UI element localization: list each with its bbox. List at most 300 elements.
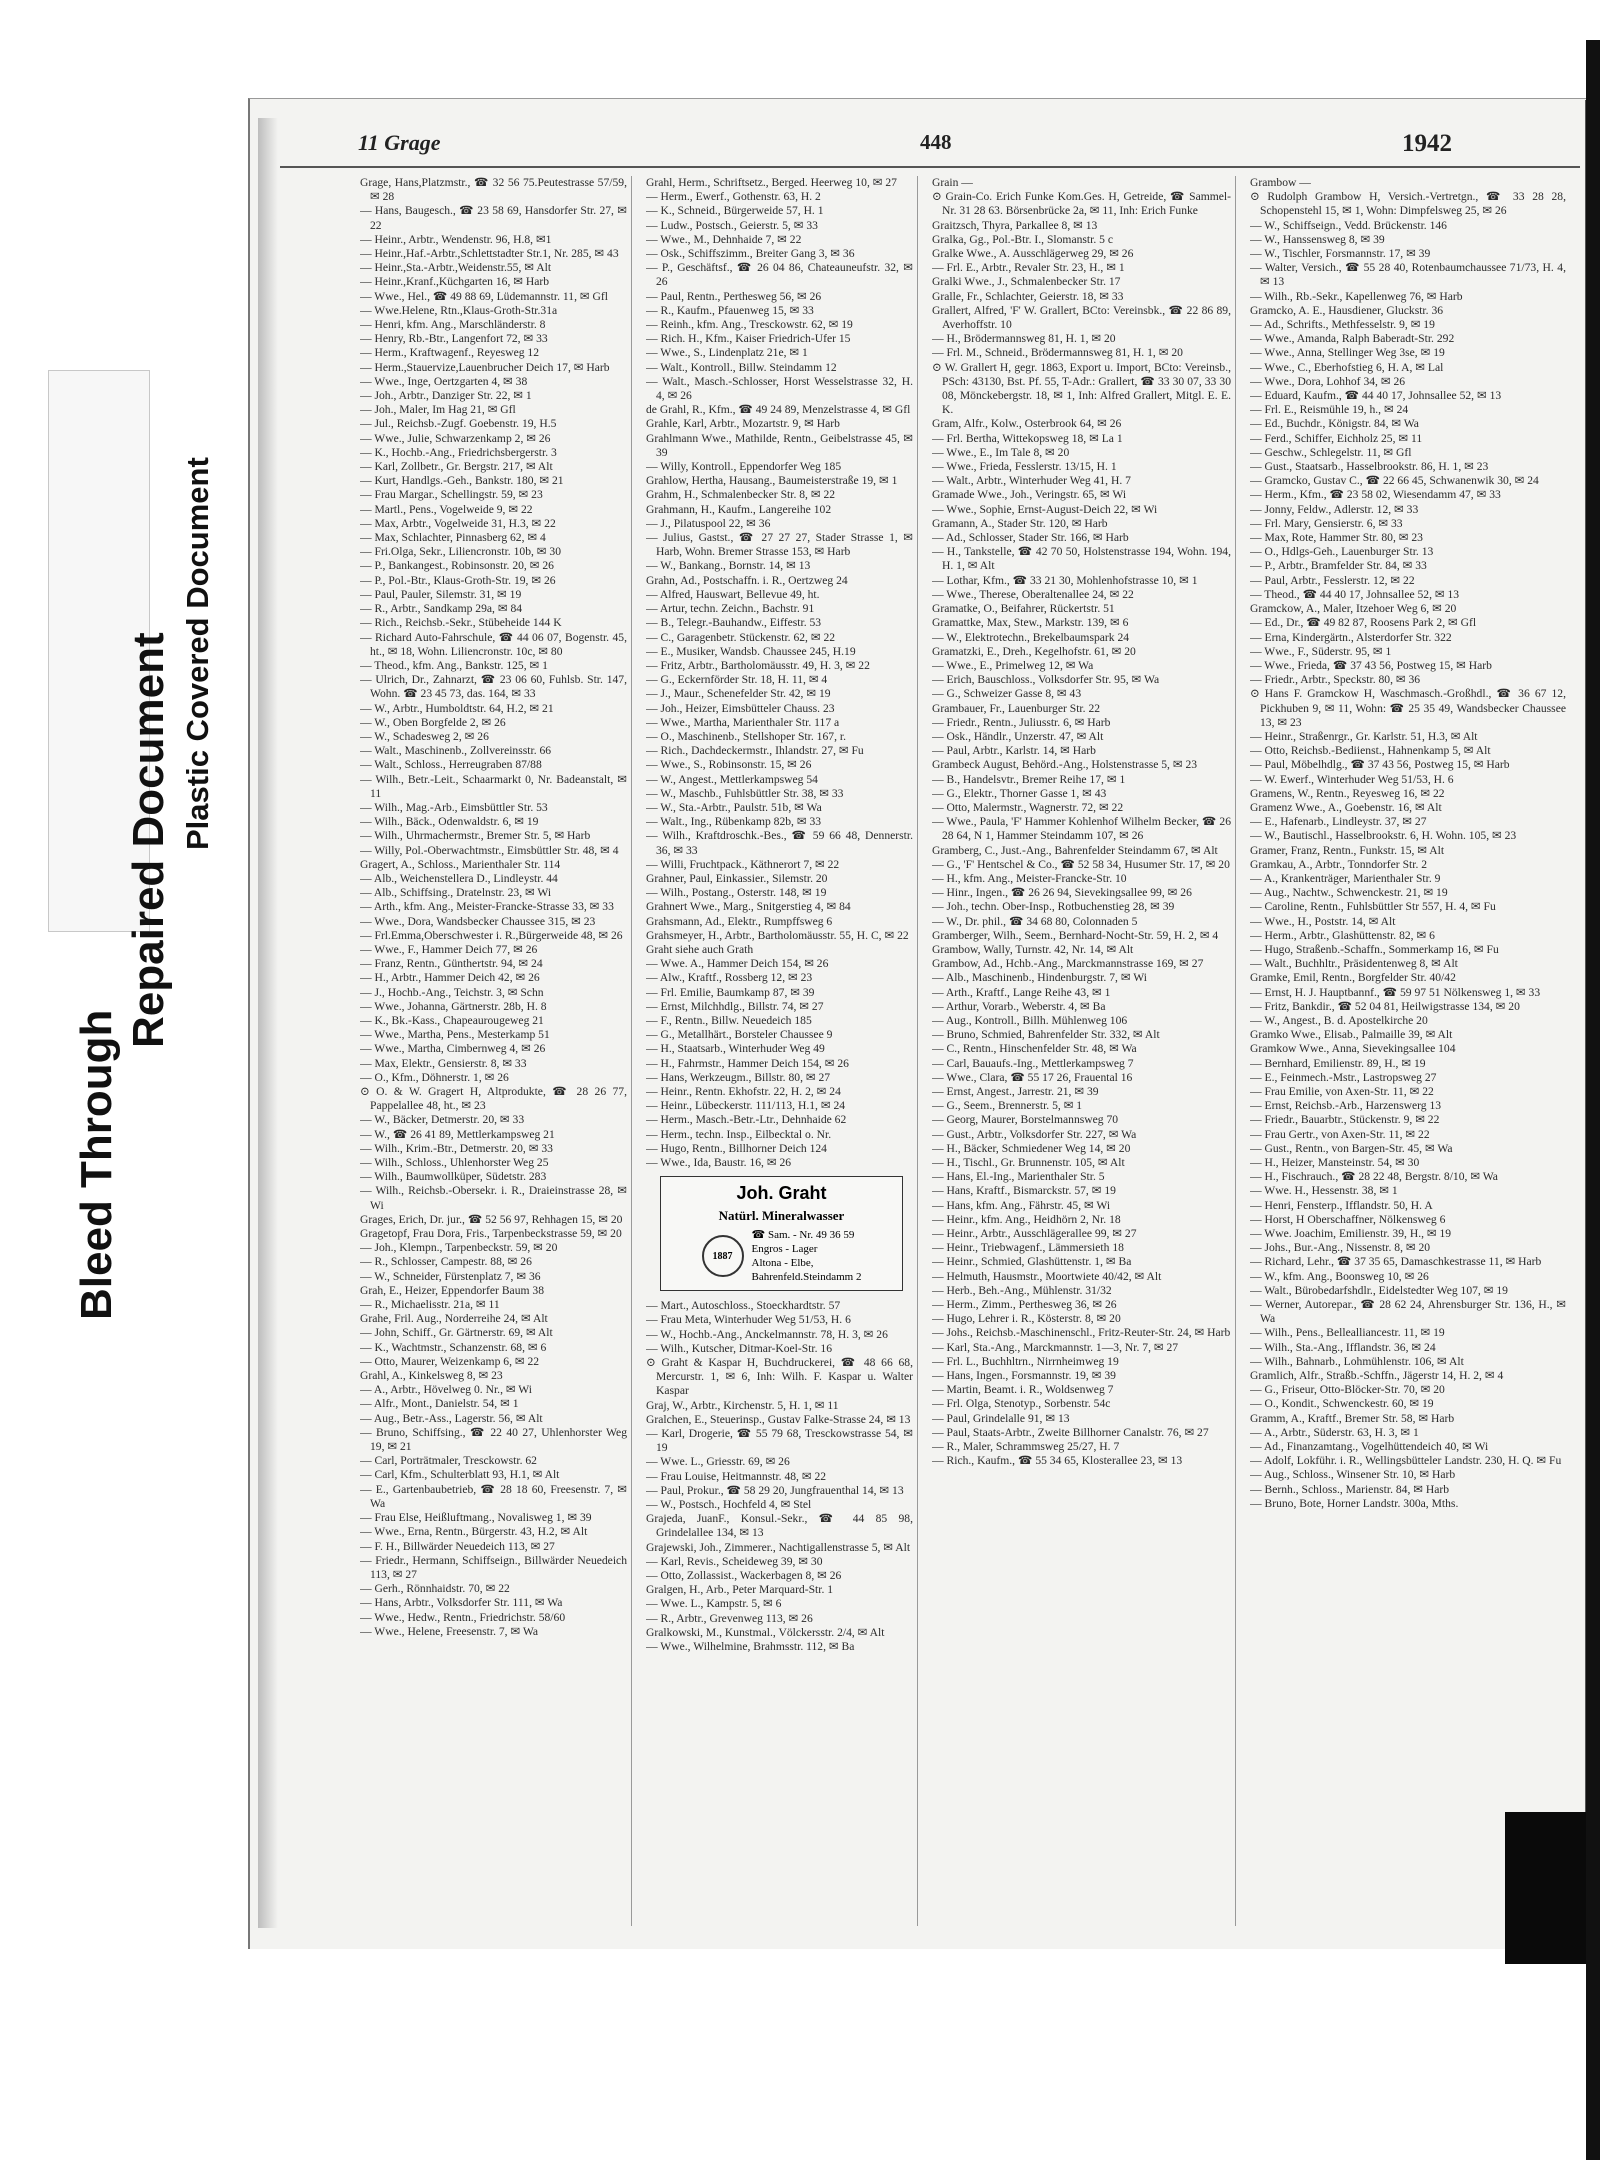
plastic-covered-text: Plastic Covered Document — [180, 457, 215, 850]
sheet-edge-shadow — [258, 118, 278, 1928]
directory-entry: — Kurt, Handlgs.-Geh., Bankstr. 180, ✉ 21 — [360, 474, 564, 488]
directory-entry: — Eduard, Kaufm., ☎ 44 40 17, Johnsallee 52, ✉ 13 — [1250, 389, 1502, 403]
directory-entry: — Wilh., Bahnarb., Lohmühlenstr. 106, ✉ Alt — [1250, 1354, 1464, 1368]
directory-entry: — Frau Louise, Heitmannstr. 48, ✉ 22 — [646, 1469, 827, 1483]
directory-entry: — J., Maur., Schenefelder Str. 42, ✉ 19 — [646, 687, 831, 701]
directory-entry: — A., Arbtr., Hövelweg 0. Nr., ✉ Wi — [360, 1383, 532, 1397]
directory-entry: Gramann, A., Stader Str. 120, ✉ Harb — [932, 516, 1108, 530]
directory-entry: — Bruno, Schmied, Bahrenfelder Str. 332, ✉ Alt — [932, 1028, 1160, 1042]
directory-year: 1942 — [1402, 130, 1452, 157]
directory-entry: — H., Bäcker, Schmiedener Weg 14, ✉ 20 — [932, 1141, 1131, 1155]
directory-entry: — Wwe., Wilhelmine, Brahmsstr. 112, ✉ Ba — [646, 1640, 855, 1654]
directory-entry: — Arthur, Vorarb., Weberstr. 4, ✉ Ba — [932, 999, 1106, 1013]
directory-entry: — Joh., Maler, Im Hag 21, ✉ Gfl — [360, 403, 516, 417]
directory-entry: ⊙ Graht & Kaspar H, Buchdruckerei, ☎ 48 66 68, Mercurstr. 1, ✉ 6, Inh: Wilh. F. Kaspar u. Walter Kaspar — [646, 1356, 913, 1398]
directory-entry: — Bernhard, Emilienstr. 89, H., ✉ 19 — [1250, 1056, 1426, 1070]
directory-entry: — O., Hdlgs-Geh., Lauenburger Str. 13 — [1250, 545, 1434, 559]
directory-entry: — Wwe., C., Eberhofstieg 6, H. A, ✉ Lal — [1250, 360, 1444, 374]
directory-entry: — Wwe., Julie, Schwarzenkamp 2, ✉ 26 — [360, 431, 551, 445]
directory-entry: — Paul, Pauler, Silemstr. 31, ✉ 19 — [360, 587, 522, 601]
directory-entry: — W., Dr. phil., ☎ 34 68 80, Colonnaden 5 — [932, 914, 1138, 928]
directory-entry: — W., Elektrotechn., Brekelbaumspark 24 — [932, 630, 1130, 644]
directory-entry: — Arth., Kraftf., Lange Reihe 43, ✉ 1 — [932, 985, 1111, 999]
directory-entry: — W., Bäcker, Detmerstr. 20, ✉ 33 — [360, 1113, 525, 1127]
directory-entry: Grahsmeyer, H., Arbtr., Bartholomäusstr. 55, H. C, ✉ 22 — [646, 928, 909, 942]
directory-entry: — Ernst, Angest., Jarrestr. 21, ✉ 39 — [932, 1085, 1099, 1098]
directory-entry: Grahmann, H., Kaufm., Langereihe 102 — [646, 502, 832, 516]
directory-entry: — H., Staatsarb., Winterhuder Weg 49 — [646, 1042, 825, 1056]
directory-entry: — Wwe., Amanda, Ralph Baberadt-Str. 292 — [1250, 332, 1455, 346]
directory-entry: — E., Feinmech.-Mstr., Lastropsweg 27 — [1250, 1070, 1437, 1084]
directory-entry: — Richard, Lehr., ☎ 37 35 65, Damaschkestrasse 11, ✉ Harb — [1250, 1255, 1542, 1269]
directory-entry: Gragetopf, Frau Dora, Fris., Tarpenbeckstrasse 59, ✉ 20 — [360, 1227, 622, 1241]
directory-entry: — E., Musiker, Wandsb. Chaussee 245, H.19 — [646, 644, 856, 658]
directory-entry: — Wwe., M., Dehnhaide 7, ✉ 22 — [646, 232, 802, 246]
directory-entry: — Joh., techn. Ober-Insp., Rotbuchenstieg 28, ✉ 39 — [932, 900, 1175, 914]
directory-entry: — W., Schneider, Fürstenplatz 7, ✉ 36 — [360, 1269, 541, 1283]
directory-entry: Grahm, H., Schmalenbecker Str. 8, ✉ 22 — [646, 488, 836, 502]
directory-entry: — Carl, Bauaufs.-Ing., Mettlerkampsweg 7 — [932, 1056, 1134, 1070]
directory-entry: — Martin, Beamt. i. R., Woldsenweg 7 — [932, 1383, 1114, 1397]
directory-entry: — Hans, Ingen., Forsmannstr. 19, ✉ 39 — [932, 1369, 1116, 1383]
directory-entry: — R., Arbtr., Grevenweg 113, ✉ 26 — [646, 1611, 813, 1625]
directory-entry: — Wwe., Martha, Pens., Mesterkamp 51 — [360, 1028, 550, 1042]
directory-entry: — Theod., kfm. Ang., Bankstr. 125, ✉ 1 — [360, 658, 548, 672]
directory-entry: — Alb., Maschinenb., Hindenburgstr. 7, ✉ Wi — [932, 971, 1147, 985]
directory-entry: — Paul, Möbelhdlg., ☎ 37 43 56, Postweg 15, ✉ Harb — [1250, 758, 1510, 772]
directory-entry: — Gerh., Rönnhaidstr. 70, ✉ 22 — [360, 1582, 510, 1596]
directory-entry: — Friedr., Arbtr., Speckstr. 80, ✉ 36 — [1250, 673, 1421, 687]
directory-entry: — Friedr., Hermann, Schiffseign., Billwärder Neuedeich 113, ✉ 27 — [360, 1553, 627, 1581]
directory-entry: — Ad., Schrifts., Methfesselstr. 9, ✉ 19 — [1250, 318, 1435, 332]
directory-entry: — Gramcko, Gustav C., ☎ 22 66 45, Schwanenwik 30, ✉ 24 — [1250, 474, 1539, 488]
directory-entry: Grahlow, Hertha, Hausang., Baumeisterstraße 19, ✉ 1 — [646, 474, 898, 488]
directory-entry: — Werner, Autorepar., ☎ 28 62 24, Ahrensburger Str. 136, H., ✉ Wa — [1250, 1298, 1566, 1326]
directory-entry: — Wwe., Clara, ☎ 55 17 26, Frauental 16 — [932, 1070, 1133, 1084]
directory-entry: — W., Schiffseign., Vedd. Brückenstr. 146 — [1250, 218, 1447, 232]
directory-entry: — Otto, Zollassist., Wackerbagen 8, ✉ 26 — [646, 1569, 842, 1583]
directory-entry: — C., Garagenbetr. Stückenstr. 62, ✉ 22 — [646, 630, 836, 644]
directory-entry: — Fritz, Arbtr., Bartholomäusstr. 49, H. 3, ✉ 22 — [646, 658, 870, 672]
directory-entry: — H., Fahrmstr., Hammer Deich 154, ✉ 26 — [646, 1056, 849, 1070]
directory-entry: — Paul, Arbtr., Karlstr. 14, ✉ Harb — [932, 744, 1096, 758]
directory-entry: — Ed., Dr., ☎ 49 82 87, Roosens Park 2, ✉ Gfl — [1250, 616, 1477, 630]
directory-entry: — Walt., Ing., Rübenkamp 82b, ✉ 33 — [646, 815, 822, 829]
directory-entry: — Wwe. A., Hammer Deich 154, ✉ 26 — [646, 957, 829, 971]
ad-subtitle: Natürl. Mineralwasser — [718, 1208, 845, 1224]
directory-entry: — Herm., techn. Insp., Eilbecktal o. Nr. — [646, 1127, 832, 1141]
directory-entry: — Frl. Mary, Gensierstr. 6, ✉ 33 — [1250, 516, 1403, 530]
directory-entry: Grahl, Herm., Schriftsetz., Berged. Heerweg 10, ✉ 27 — [646, 176, 897, 189]
directory-entry: — Herb., Beh.-Ang., Mühlenstr. 31/32 — [932, 1283, 1112, 1297]
directory-entry: — Frl.Emma,Oberschwester i. R.,Bürgerweide 48, ✉ 26 — [360, 928, 623, 942]
directory-entry: — Jul., Reichsb.-Zugf. Goebenstr. 19, H.5 — [360, 417, 557, 431]
directory-entry: — Heinr., kfm. Ang., Heidhörn 2, Nr. 18 — [932, 1212, 1121, 1226]
directory-entry: ⊙ O. & W. Gragert H, Altprodukte, ☎ 28 26 77, Pappelallee 48, ht., ✉ 23 — [360, 1085, 627, 1113]
directory-entry: — Willy, Kontroll., Eppendorfer Weg 185 — [646, 460, 842, 474]
medal-icon: 1887 — [702, 1235, 744, 1277]
directory-entry: — Hans, Kraftf., Bismarckstr. 57, ✉ 19 — [932, 1184, 1116, 1198]
directory-entry: — Geschw., Schlegelstr. 11, ✉ Gfl — [1250, 445, 1412, 459]
directory-entry: — Wwe., Sophie, Ernst-August-Deich 22, ✉ Wi — [932, 502, 1158, 516]
directory-entry: — Wilh., Schloss., Uhlenhorster Weg 25 — [360, 1156, 549, 1170]
directory-entry: — Hugo, Straßenb.-Schaffn., Sommerkamp 16, ✉ Fu — [1250, 942, 1499, 956]
directory-entry: — Alb., Weichenstellera D., Lindleystr. 44 — [360, 871, 558, 885]
directory-entry: Gralka, Gg., Pol.-Btr. I., Slomanstr. 5 c — [932, 232, 1113, 246]
directory-column-2 — [646, 176, 918, 1926]
directory-entry: — Bernh., Schloss., Marienstr. 84, ✉ Harb — [1250, 1482, 1450, 1496]
directory-entry: — Heinr.,Kranf.,Küchgarten 16, ✉ Harb — [360, 275, 550, 289]
directory-entry: — Wwe., S., Lindenplatz 21e, ✉ 1 — [646, 346, 808, 360]
directory-entry: — Frau Else, Heißluftmang., Novalisweg 1, ✉ 39 — [360, 1511, 592, 1525]
directory-entry: — K., Wachtmstr., Schanzenstr. 68, ✉ 6 — [360, 1340, 547, 1354]
directory-entry: — Gust., Rentn., von Bargen-Str. 45, ✉ Wa — [1250, 1141, 1453, 1155]
directory-entry: — Franz, Rentn., Günthertstr. 94, ✉ 24 — [360, 957, 543, 971]
directory-entry: — W., Maschb., Fuhlsbüttler Str. 38, ✉ 33 — [646, 786, 844, 800]
directory-entry: — Wilh., Postang., Osterstr. 148, ✉ 19 — [646, 886, 827, 900]
directory-entry: — Aug., Nachtw., Schwenckestr. 21, ✉ 19 — [1250, 886, 1448, 900]
directory-entry: — G., Elektr., Thorner Gasse 1, ✉ 43 — [932, 786, 1107, 800]
directory-entry: Graitzsch, Thyra, Parkallee 8, ✉ 13 — [932, 218, 1098, 232]
directory-entry: — Hugo, Lehrer i. R., Kösterstr. 8, ✉ 20 — [932, 1312, 1121, 1326]
directory-entry: Grajewski, Joh., Zimmerer., Nachtigallenstrasse 5, ✉ Alt — [646, 1540, 911, 1554]
directory-entry: — Theod., ☎ 44 40 17, Johnsallee 52, ✉ 13 — [1250, 587, 1460, 601]
directory-entry: Grain — — [932, 176, 973, 189]
directory-entry: — Frau Margar., Schellingstr. 59, ✉ 23 — [360, 488, 543, 502]
directory-entry: Grahle, Karl, Arbtr., Mozartstr. 9, ✉ Harb — [646, 417, 840, 431]
directory-entry: Gramberger, Wilh., Seem., Bernhard-Nocht-Str. 59, H. 2, ✉ 4 — [932, 928, 1219, 942]
directory-entry: — A., Krankenträger, Marienthaler Str. 9 — [1250, 871, 1441, 885]
directory-entry: — Wwe., Dora, Wandsbecker Chaussee 315, ✉ 23 — [360, 914, 596, 928]
directory-entry: — Georg, Maurer, Borstelmannsweg 70 — [932, 1113, 1119, 1127]
directory-entry: — W., Angest., B. d. Apostelkirche 20 — [1250, 1013, 1428, 1027]
directory-entry: Grahnert Wwe., Marg., Snitgerstieg 4, ✉ 84 — [646, 900, 851, 914]
directory-entry: — Hans, El.-Ing., Marienthaler Str. 5 — [932, 1170, 1105, 1184]
directory-entry: — Walt., Maschinenb., Zollvereinsstr. 66 — [360, 744, 552, 758]
directory-entry: Grambow, Wally, Turnstr. 42, Nr. 14, ✉ Alt — [932, 942, 1134, 956]
directory-entry: — F. H., Billwärder Neuedeich 113, ✉ 27 — [360, 1539, 555, 1553]
directory-entry: — P., Bankangest., Robinsonstr. 20, ✉ 26 — [360, 559, 554, 573]
directory-entry: — Willi, Fruchtpack., Käthnerort 7, ✉ 22 — [646, 857, 840, 871]
directory-entry: — Wilh., Kutscher, Ditmar-Koel-Str. 16 — [646, 1341, 833, 1355]
directory-entry: Gramke, Emil, Rentn., Borgfelder Str. 40/42 — [1250, 971, 1456, 985]
directory-entry: — Herm., Arbtr., Glashüttenstr. 82, ✉ 6 — [1250, 928, 1435, 942]
directory-entry: — Hans, kfm. Ang., Fährstr. 45, ✉ Wi — [932, 1198, 1111, 1212]
directory-entry: — K., Hochb.-Ang., Friedrichsbergerstr. 3 — [360, 445, 557, 459]
directory-entry: — Wwe.Helene, Rtn.,Klaus-Groth-Str.31a — [360, 303, 558, 317]
directory-entry: — Paul, Rentn., Perthesweg 56, ✉ 26 — [646, 289, 822, 303]
directory-entry: — Osk., Händlr., Unzerstr. 47, ✉ Alt — [932, 729, 1104, 743]
directory-entry: — Heinr., Arbtr., Ausschlägerallee 99, ✉ 27 — [932, 1227, 1137, 1241]
directory-entry: — O., Kondit., Schwenckestr. 60, ✉ 19 — [1250, 1397, 1434, 1411]
directory-entry: — Paul, Staats-Arbtr., Zweite Billhorner Canalstr. 76, ✉ 27 — [932, 1425, 1209, 1439]
directory-entry: — H., Fischrauch., ☎ 28 22 48, Bergstr. 8/10, ✉ Wa — [1250, 1170, 1498, 1184]
directory-entry: — Carl, Porträtmaler, Tresckowstr. 62 — [360, 1454, 537, 1468]
directory-entry: — Arth., kfm. Ang., Meister-Francke-Strasse 33, ✉ 33 — [360, 900, 614, 914]
plastic-covered-label — [180, 0, 216, 850]
directory-entry: — Wilh., Mag.-Arb., Eimsbüttler Str. 53 — [360, 800, 548, 814]
directory-entry: — Wwe., Ida, Baustr. 16, ✉ 26 — [646, 1156, 792, 1170]
directory-entry: — Gust., Staatsarb., Hasselbrookstr. 86, H. 1, ✉ 23 — [1250, 460, 1489, 474]
directory-entry: — Ernst, H. J. Hauptbannf., ☎ 59 97 51 Nölkensweg 1, ✉ 33 — [1250, 985, 1541, 999]
directory-entry: — Frl. L., Buchhltrn., Nirrnheimweg 19 — [932, 1354, 1119, 1368]
directory-entry: — Mart., Autoschloss., Stoeckhardtstr. 57 — [646, 1299, 841, 1313]
directory-entry: — Wwe., Therese, Oberaltenallee 24, ✉ 22 — [932, 587, 1134, 601]
directory-entry: — O., Maschinenb., Stellshoper Str. 167, r. — [646, 729, 846, 743]
directory-entry: — Rich. H., Kfm., Kaiser Friedrich-Ufer 15 — [646, 332, 851, 346]
bleed-through-label — [72, 320, 122, 1320]
directory-entry: Gramm, A., Kraftf., Bremer Str. 58, ✉ Harb — [1250, 1411, 1455, 1425]
directory-entry: — G., 'F' Hentschel & Co., ☎ 52 58 34, Husumer Str. 17, ✉ 20 — [932, 857, 1230, 871]
ad-body — [669, 1228, 894, 1284]
directory-entry: — Wwe., Inge, Oertzgarten 4, ✉ 38 — [360, 374, 528, 388]
directory-entry: — Johs., Bur.-Ang., Nissenstr. 8, ✉ 20 — [1250, 1241, 1431, 1255]
directory-entry: — Wwe., Johanna, Gärtnerstr. 28b, H. 8 — [360, 999, 547, 1013]
directory-entry: — Ulrich, Dr., Zahnarzt, ☎ 23 06 60, Fuhlsb. Str. 147, Wohn. ☎ 23 45 73, das. 164, ✉ 33 — [360, 673, 627, 701]
directory-entry: — R., Kaufm., Pfauenweg 15, ✉ 33 — [646, 303, 814, 317]
directory-entry: Gramattke, Max, Stew., Markstr. 139, ✉ 6 — [932, 616, 1129, 630]
directory-entry: — Alb., Schiffsing., Dratelnstr. 23, ✉ Wi — [360, 886, 552, 900]
directory-entry: — Wwe., Hel., ☎ 49 88 69, Lüdemannstr. 11, ✉ Gfl — [360, 289, 608, 303]
directory-entry: — H., Brödermannsweg 81, H. 1, ✉ 20 — [932, 332, 1116, 346]
directory-entry: — Max, Schlachter, Pinnasberg 62, ✉ 4 — [360, 531, 546, 545]
directory-entry: — Wwe. L., Kampstr. 5, ✉ 6 — [646, 1597, 782, 1611]
directory-entry: — H., Arbtr., Hammer Deich 42, ✉ 26 — [360, 971, 540, 985]
directory-entry: — Horst, H Oberschaffner, Nölkensweg 6 — [1250, 1212, 1446, 1226]
directory-entry: — Bruno, Schiffsing., ☎ 22 40 27, Uhlenhorster Weg 19, ✉ 21 — [360, 1425, 627, 1454]
directory-entry: Gramberg, C., Just.-Ang., Bahrenfelder Steindamm 67, ✉ Alt — [932, 843, 1218, 857]
directory-entry: — Hans, Werkzeugm., Billstr. 80, ✉ 27 — [646, 1070, 831, 1084]
directory-entry: — Karl, Sta.-Ang., Marckmannstr. 1—3, Nr. 7, ✉ 27 — [932, 1340, 1179, 1354]
ad-line: ☎ Sam. - Nr. 49 36 59 — [751, 1229, 855, 1242]
directory-entry: — Heinr., Triebwagenf., Lämmersieth 18 — [932, 1241, 1124, 1255]
directory-entry: — Bruno, Bote, Horner Landstr. 300a, Mths. — [1250, 1496, 1459, 1510]
directory-entry: Gramade Wwe., Joh., Veringstr. 65, ✉ Wi — [932, 488, 1127, 502]
directory-entry: — Otto, Reichsb.-Bediienst., Hahnenkamp 5, ✉ Alt — [1250, 744, 1491, 758]
directory-entry: Grajeda, JuanF., Konsul.-Sekr., ☎ 44 85 98, Grindelallee 134, ✉ 13 — [646, 1512, 913, 1540]
directory-entry: — Hans, Arbtr., Volksdorfer Str. 111, ✉ Wa — [360, 1596, 563, 1610]
directory-entry: — Karl, Zollbetr., Gr. Bergstr. 217, ✉ Alt — [360, 460, 553, 474]
directory-entry: — Walt., Arbtr., Winterhuder Weg 41, H. 7 — [932, 474, 1131, 488]
directory-entry: — Herm., Kfm., ☎ 23 58 02, Wiesendamm 47, ✉ 33 — [1250, 488, 1501, 502]
directory-entry: — Wwe. L., Griesstr. 69, ✉ 26 — [646, 1455, 790, 1469]
directory-entry: — Heinr.,Haf.-Arbtr.,Schlettstadter Str.1, Nr. 285, ✉ 43 — [360, 247, 619, 261]
directory-entry: — Walt., Bürobedarfshdlr., Eidelstedter Weg 107, ✉ 19 — [1250, 1283, 1508, 1297]
directory-entry: Grambauer, Fr., Lauenburger Str. 22 — [932, 701, 1101, 715]
directory-entry: Gragert, A., Schloss., Marienthaler Str. 114 — [360, 857, 561, 871]
ad-line: Bahrenfeld.Steindamm 2 — [751, 1271, 862, 1284]
directory-entry: — R., Maler, Schrammsweg 25/27, H. 7 — [932, 1440, 1120, 1454]
directory-entry: — Heinr., Straßenrgr., Gr. Karlstr. 51, H.3, ✉ Alt — [1250, 729, 1478, 743]
directory-entry: — W., Bankang., Bornstr. 14, ✉ 13 — [646, 559, 811, 573]
directory-entry: — Jonny, Feldw., Adlerstr. 12, ✉ 33 — [1250, 502, 1419, 516]
directory-entry: — Ed., Buchdr., Königstr. 84, ✉ Wa — [1250, 417, 1419, 431]
directory-entry: — Heinr., Arbtr., Wendenstr. 96, H.8, ✉1 — [360, 232, 552, 246]
directory-entry: Gramko Wwe., Elisab., Palmaille 39, ✉ Alt — [1250, 1028, 1453, 1042]
directory-entry: — G., Friseur, Otto-Blöcker-Str. 70, ✉ 20 — [1250, 1383, 1445, 1397]
directory-entry: — F., Rentn., Billw. Neuedeich 185 — [646, 1013, 812, 1027]
directory-entry: ⊙ Rudolph Grambow H, Versich.-Vertretgn., ☎ 33 28 28, Schopenstehl 15, ✉ 1, Wohn: Dimpfelsweg 25, ✉ 26 — [1250, 190, 1566, 218]
directory-entry: — Wilh., Rb.-Sekr., Kapellenweg 76, ✉ Harb — [1250, 289, 1463, 303]
directory-entry: — Wwe., Helene, Freesenstr. 7, ✉ Wa — [360, 1624, 539, 1638]
directory-entry: — Ernst, Reichsb.-Arb., Harzenswerg 13 — [1250, 1099, 1442, 1113]
directory-entry: — W., Postsch., Hochfeld 4, ✉ Stel — [646, 1498, 812, 1512]
directory-entry: Grahl, A., Kinkelsweg 8, ✉ 23 — [360, 1369, 503, 1383]
directory-entry: — Rich., Kaufm., ☎ 55 34 65, Klosterallee 23, ✉ 13 — [932, 1454, 1183, 1468]
directory-entry: — Wilh., Betr.-Leit., Schaarmarkt 0, Nr. Badeanstalt, ✉ 11 — [360, 772, 627, 800]
directory-entry: — Heinr.,Sta.-Arbtr.,Weidenstr.55, ✉ Alt — [360, 261, 552, 275]
directory-entry: Gramer, Franz, Rentn., Funkstr. 15, ✉ Alt — [1250, 843, 1445, 857]
directory-entry: — Wwe., Frieda, Fesslerstr. 13/15, H. 1 — [932, 460, 1117, 474]
directory-column-4 — [1250, 176, 1570, 1926]
directory-entry: — Wwe., F., Hammer Deich 77, ✉ 26 — [360, 942, 538, 956]
directory-entry: — Wwe., Erna, Rentn., Bürgerstr. 43, H.2, ✉ Alt — [360, 1525, 588, 1539]
directory-entry: — Walter, Versich., ☎ 55 28 40, Rotenbaumchaussee 71/73, H. 4, ✉ 13 — [1250, 261, 1566, 289]
directory-entry: Grage, Hans,Platzmstr., ☎ 32 56 75.Peutestrasse 57/59, ✉ 28 — [360, 176, 627, 204]
directory-entry: — W. Ewerf., Winterhuder Weg 51/53, H. 6 — [1250, 772, 1454, 786]
directory-entry: — Aug., Betr.-Ass., Lagerstr. 56, ✉ Alt — [360, 1411, 543, 1425]
directory-entry: Grahe, Fril. Aug., Norderreihe 24, ✉ Alt — [360, 1312, 548, 1326]
directory-entry: — Herm., Masch.-Betr.-Ltr., Dehnhaide 62 — [646, 1113, 847, 1127]
directory-entry: — Rich., Dachdeckermstr., Ihlandstr. 27, ✉ Fu — [646, 744, 864, 758]
directory-entry: — Otto, Malermstr., Wagnerstr. 72, ✉ 22 — [932, 800, 1124, 814]
directory-entry: — Walt., Masch.-Schlosser, Horst Wesselstrasse 32, H. 4, ✉ 26 — [646, 374, 913, 403]
directory-entry: — Erich, Bauschloss., Volksdorfer Str. 95, ✉ Wa — [932, 673, 1160, 687]
directory-entry: — Friedr., Bauarbtr., Stückenstr. 9, ✉ 22 — [1250, 1113, 1440, 1127]
directory-entry: — W., Tischler, Forsmannstr. 17, ✉ 39 — [1250, 247, 1431, 261]
directory-entry: — R., Arbtr., Sandkamp 29a, ✉ 84 — [360, 602, 523, 616]
directory-entry: — W., Hochb.-Ang., Anckelmannstr. 78, H. 3, ✉ 26 — [646, 1327, 888, 1341]
directory-entry: — Alfred, Hauswart, Bellevue 49, ht. — [646, 587, 820, 601]
directory-entry: — Aug., Kontroll., Billh. Mühlenweg 106 — [932, 1013, 1128, 1027]
directory-entry: — W., Hanssensweg 8, ✉ 39 — [1250, 232, 1385, 246]
directory-entry: — R., Michaelisstr. 21a, ✉ 11 — [360, 1298, 500, 1312]
directory-entry: — Ernst, Milchhdlg., Billstr. 74, ✉ 27 — [646, 999, 824, 1013]
directory-entry: — W., Sta.-Arbtr., Paulstr. 51b, ✉ Wa — [646, 800, 822, 814]
directory-entry: — E., Gartenbaubetrieb, ☎ 28 18 60, Freesenstr. 7, ✉ Wa — [360, 1482, 627, 1510]
directory-entry: — P., Arbtr., Bramfelder Str. 84, ✉ 33 — [1250, 559, 1427, 573]
directory-entry: — J., Pilatuspool 22, ✉ 36 — [646, 516, 771, 530]
directory-entry: — Frl. M., Schneid., Brödermannsweg 81, H. 1, ✉ 20 — [932, 346, 1183, 360]
directory-entry: — Frl. Bertha, Wittekopsweg 18, ✉ La 1 — [932, 431, 1123, 445]
page-number: 448 — [920, 130, 952, 154]
directory-entry: — Frau Gertr., von Axen-Str. 11, ✉ 22 — [1250, 1127, 1430, 1141]
directory-entry: — Henri, kfm. Ang., Marschländerstr. 8 — [360, 318, 546, 332]
directory-entry: — Wwe., S., Robinsonstr. 15, ✉ 26 — [646, 758, 812, 772]
directory-entry: — Julius, Gastst., ☎ 27 27 27, Stader Strasse 1, ✉ Harb, Wohn. Bremer Strasse 153, ✉ Harb — [646, 531, 913, 559]
scan-edge-bar — [1586, 40, 1600, 2160]
directory-entry: — Paul, Grindelalle 91, ✉ 13 — [932, 1411, 1070, 1425]
directory-entry: — W., Bautischl., Hasselbrookstr. 6, H. Wohn. 105, ✉ 23 — [1250, 829, 1517, 843]
directory-entry: — Wwe., H., Poststr. 14, ✉ Alt — [1250, 914, 1396, 928]
directory-entry: de Grahl, R., Kfm., ☎ 49 24 89, Menzelstrasse 4, ✉ Gfl — [646, 403, 911, 417]
directory-entry: — Frl. Emilie, Baumkamp 87, ✉ 39 — [646, 985, 815, 999]
directory-entry: Grahner, Paul, Einkassier., Silemstr. 20 — [646, 871, 828, 885]
page-header — [280, 130, 1580, 168]
directory-entry: — Herm.,Stauervize,Lauenbrucher Deich 17, ✉ Harb — [360, 360, 610, 374]
directory-entry: — Wwe., Martha, Cimbernweg 4, ✉ 26 — [360, 1042, 546, 1056]
directory-entry: — H., Heizer, Mansteinstr. 54, ✉ 30 — [1250, 1156, 1420, 1170]
directory-entry: — Friedr., Rentn., Juliusstr. 6, ✉ Harb — [932, 715, 1111, 729]
directory-entry: — G., Schweizer Gasse 8, ✉ 43 — [932, 687, 1082, 701]
directory-entry: Gralki Wwe., J., Schmalenbecker Str. 17 — [932, 275, 1121, 289]
directory-entry: Gralkowski, M., Kunstmal., Völckersstr. 2/4, ✉ Alt — [646, 1625, 885, 1639]
directory-entry: Grages, Erich, Dr. jur., ☎ 52 56 97, Rehhagen 15, ✉ 20 — [360, 1212, 623, 1226]
directory-entry: — Artur, techn. Zeichn., Bachstr. 91 — [646, 602, 815, 616]
directory-entry: — P., Pol.-Btr., Klaus-Groth-Str. 19, ✉ 26 — [360, 573, 556, 587]
directory-entry: — John, Schiff., Gr. Gärtnerstr. 69, ✉ Alt — [360, 1326, 553, 1340]
directory-entry: Grambeck August, Behörd.-Ang., Holstenstrasse 5, ✉ 23 — [932, 758, 1198, 772]
directory-entry: — Wwe., E., Primelweg 12, ✉ Wa — [932, 658, 1094, 672]
directory-entry: — Hinr., Ingen., ☎ 26 26 94, Sievekingsallee 99, ✉ 26 — [932, 886, 1192, 900]
directory-entry: — Wwe. Joachim, Emilienstr. 39, H., ✉ 19 — [1250, 1227, 1452, 1241]
directory-entry: — Joh., Heizer, Eimsbütteler Chauss. 23 — [646, 701, 835, 715]
directory-entry: — B., Telegr.-Bauhandw., Eiffestr. 53 — [646, 616, 822, 630]
bleed-through-text: Bleed Through — [72, 1009, 121, 1320]
directory-entry: — Frl. Olga, Stenotyp., Sorbenstr. 54c — [932, 1397, 1111, 1411]
directory-entry: Gralchen, E., Steuerinsp., Gustav Falke-Strasse 24, ✉ 13 — [646, 1412, 911, 1426]
directory-entry: — Willy, Pol.-Oberwachtmstr., Eimsbüttler Str. 48, ✉ 4 — [360, 843, 619, 857]
directory-entry: — H., kfm. Ang., Meister-Francke-Str. 10 — [932, 871, 1127, 885]
directory-entry: — Wilh., Kraftdroschk.-Bes., ☎ 59 66 48, Dennerstr. 36, ✉ 33 — [646, 829, 913, 857]
directory-entry: — Erna, Kindergärtn., Alsterdorfer Str. 322 — [1250, 630, 1452, 644]
directory-entry: — Lothar, Kfm., ☎ 33 21 30, Mohlenhofstrasse 10, ✉ 1 — [932, 573, 1198, 587]
directory-entry: — Hugo, Rentn., Billhorner Deich 124 — [646, 1141, 827, 1155]
directory-entry: — Wwe., E., Im Tale 8, ✉ 20 — [932, 445, 1070, 459]
directory-entry: — G., Eckernförder Str. 18, H. 11, ✉ 4 — [646, 673, 828, 687]
directory-entry: Gramlich, Alfr., Straßb.-Schffn., Jägerstr 14, H. 2, ✉ 4 — [1250, 1369, 1504, 1383]
directory-entry: Gramkow Wwe., Anna, Sievekingsallee 104 — [1250, 1042, 1456, 1056]
directory-entry: — Paul, Prokur., ☎ 58 29 20, Jungfrauenthal 14, ✉ 13 — [646, 1483, 904, 1497]
directory-entry: — Heinr., Rentn. Ekhofstr. 22, H. 2, ✉ 24 — [646, 1085, 841, 1098]
directory-entry: — Karl, Drogerie, ☎ 55 79 68, Tresckowstrasse 54, ✉ 19 — [646, 1427, 913, 1455]
directory-entry: Grambow, Ad., Hchb.-Ang., Marckmannstrasse 169, ✉ 27 — [932, 957, 1204, 971]
directory-entry: Gramens, W., Rentn., Reyesweg 16, ✉ 22 — [1250, 786, 1445, 800]
directory-entry: Grallert, Alfred, 'F' W. Grallert, BCto: Vereinsbk., ☎ 22 86 89, Averhoffstr. 10 — [932, 303, 1231, 332]
directory-entry: — Gust., Arbtr., Volksdorfer Str. 227, ✉ Wa — [932, 1127, 1137, 1141]
directory-entry: — Paul, Arbtr., Fesslerstr. 12, ✉ 22 — [1250, 573, 1415, 587]
ad-lines — [752, 1228, 862, 1284]
directory-entry: — H., Tankstelle, ☎ 42 70 50, Holstenstrasse 194, Wohn. 194, H. 1, ✉ Alt — [932, 545, 1231, 573]
directory-entry: — Reinh., kfm. Ang., Tresckowstr. 62, ✉ 19 — [646, 318, 853, 332]
directory-entry: — G., Metallhärt., Borsteler Chaussee 9 — [646, 1028, 833, 1042]
directory-entry: — Adolf, Lokführ. i. R., Wellingsbütteler Landstr. 230, H. Q. ✉ Fu — [1250, 1454, 1562, 1468]
directory-entry: — Wwe., Paula, 'F' Hammer Kohlenhof Wilhelm Becker, ☎ 26 28 64, N 1, Hammer Steindamm 107, ✉ 26 — [932, 815, 1231, 843]
directory-entry: — Johs., Reichsb.-Maschinenschl., Fritz-Reuter-Str. 24, ✉ Harb — [932, 1326, 1231, 1340]
directory-entry: — Wwe., Hedw., Rentn., Friedrichstr. 58/60 — [360, 1610, 566, 1624]
directory-entry: — Wilh., Reichsb.-Obersekr. i. R., Draieinstrasse 28, ✉ Wi — [360, 1184, 627, 1212]
directory-entry: Gram, Alfr., Kolw., Osterbrook 64, ✉ 26 — [932, 417, 1122, 431]
directory-entry: Gramenz Wwe., A., Goebenstr. 16, ✉ Alt — [1250, 800, 1442, 814]
directory-entry: — K., Schneid., Bürgerweide 57, H. 1 — [646, 204, 824, 218]
directory-entry: — Wwe. H., Hessenstr. 38, ✉ 1 — [1250, 1184, 1398, 1198]
directory-entry: — Herm., Kraftwagenf., Reyesweg 12 — [360, 346, 540, 360]
directory-entry: Grah, E., Heizer, Eppendorfer Baum 38 — [360, 1283, 544, 1297]
directory-entry: — Joh., Arbtr., Danziger Str. 22, ✉ 1 — [360, 389, 532, 403]
directory-entry: Gramatzki, E., Dreh., Kegelhofstr. 61, ✉ 20 — [932, 644, 1136, 658]
advertisement-box — [660, 1176, 903, 1291]
directory-entry: — Walt., Schloss., Herreugraben 87/88 — [360, 758, 542, 772]
repaired-document-text: Repaired Document — [124, 632, 173, 1048]
directory-entry: — H., Tischl., Gr. Brunnenstr. 105, ✉ Alt — [932, 1156, 1125, 1170]
directory-entry: — Wwe., Dora, Lohhof 34, ✉ 26 — [1250, 374, 1406, 388]
directory-entry: Gramkau, A., Arbtr., Tonndorfer Str. 2 — [1250, 857, 1428, 871]
directory-entry: — Henri, Fensterp., Ifflandstr. 50, H. A — [1250, 1198, 1433, 1212]
directory-entry: — Heinr., Schmied, Glashüttenstr. 1, ✉ Ba — [932, 1255, 1132, 1269]
directory-entry: Graht siehe auch Grath — [646, 942, 754, 956]
directory-entry: — P., Geschäftsf., ☎ 26 04 86, Chateauneufstr. 32, ✉ 26 — [646, 261, 913, 289]
directory-entry: — Frl. E., Arbtr., Revaler Str. 23, H., ✉ 1 — [932, 261, 1125, 275]
